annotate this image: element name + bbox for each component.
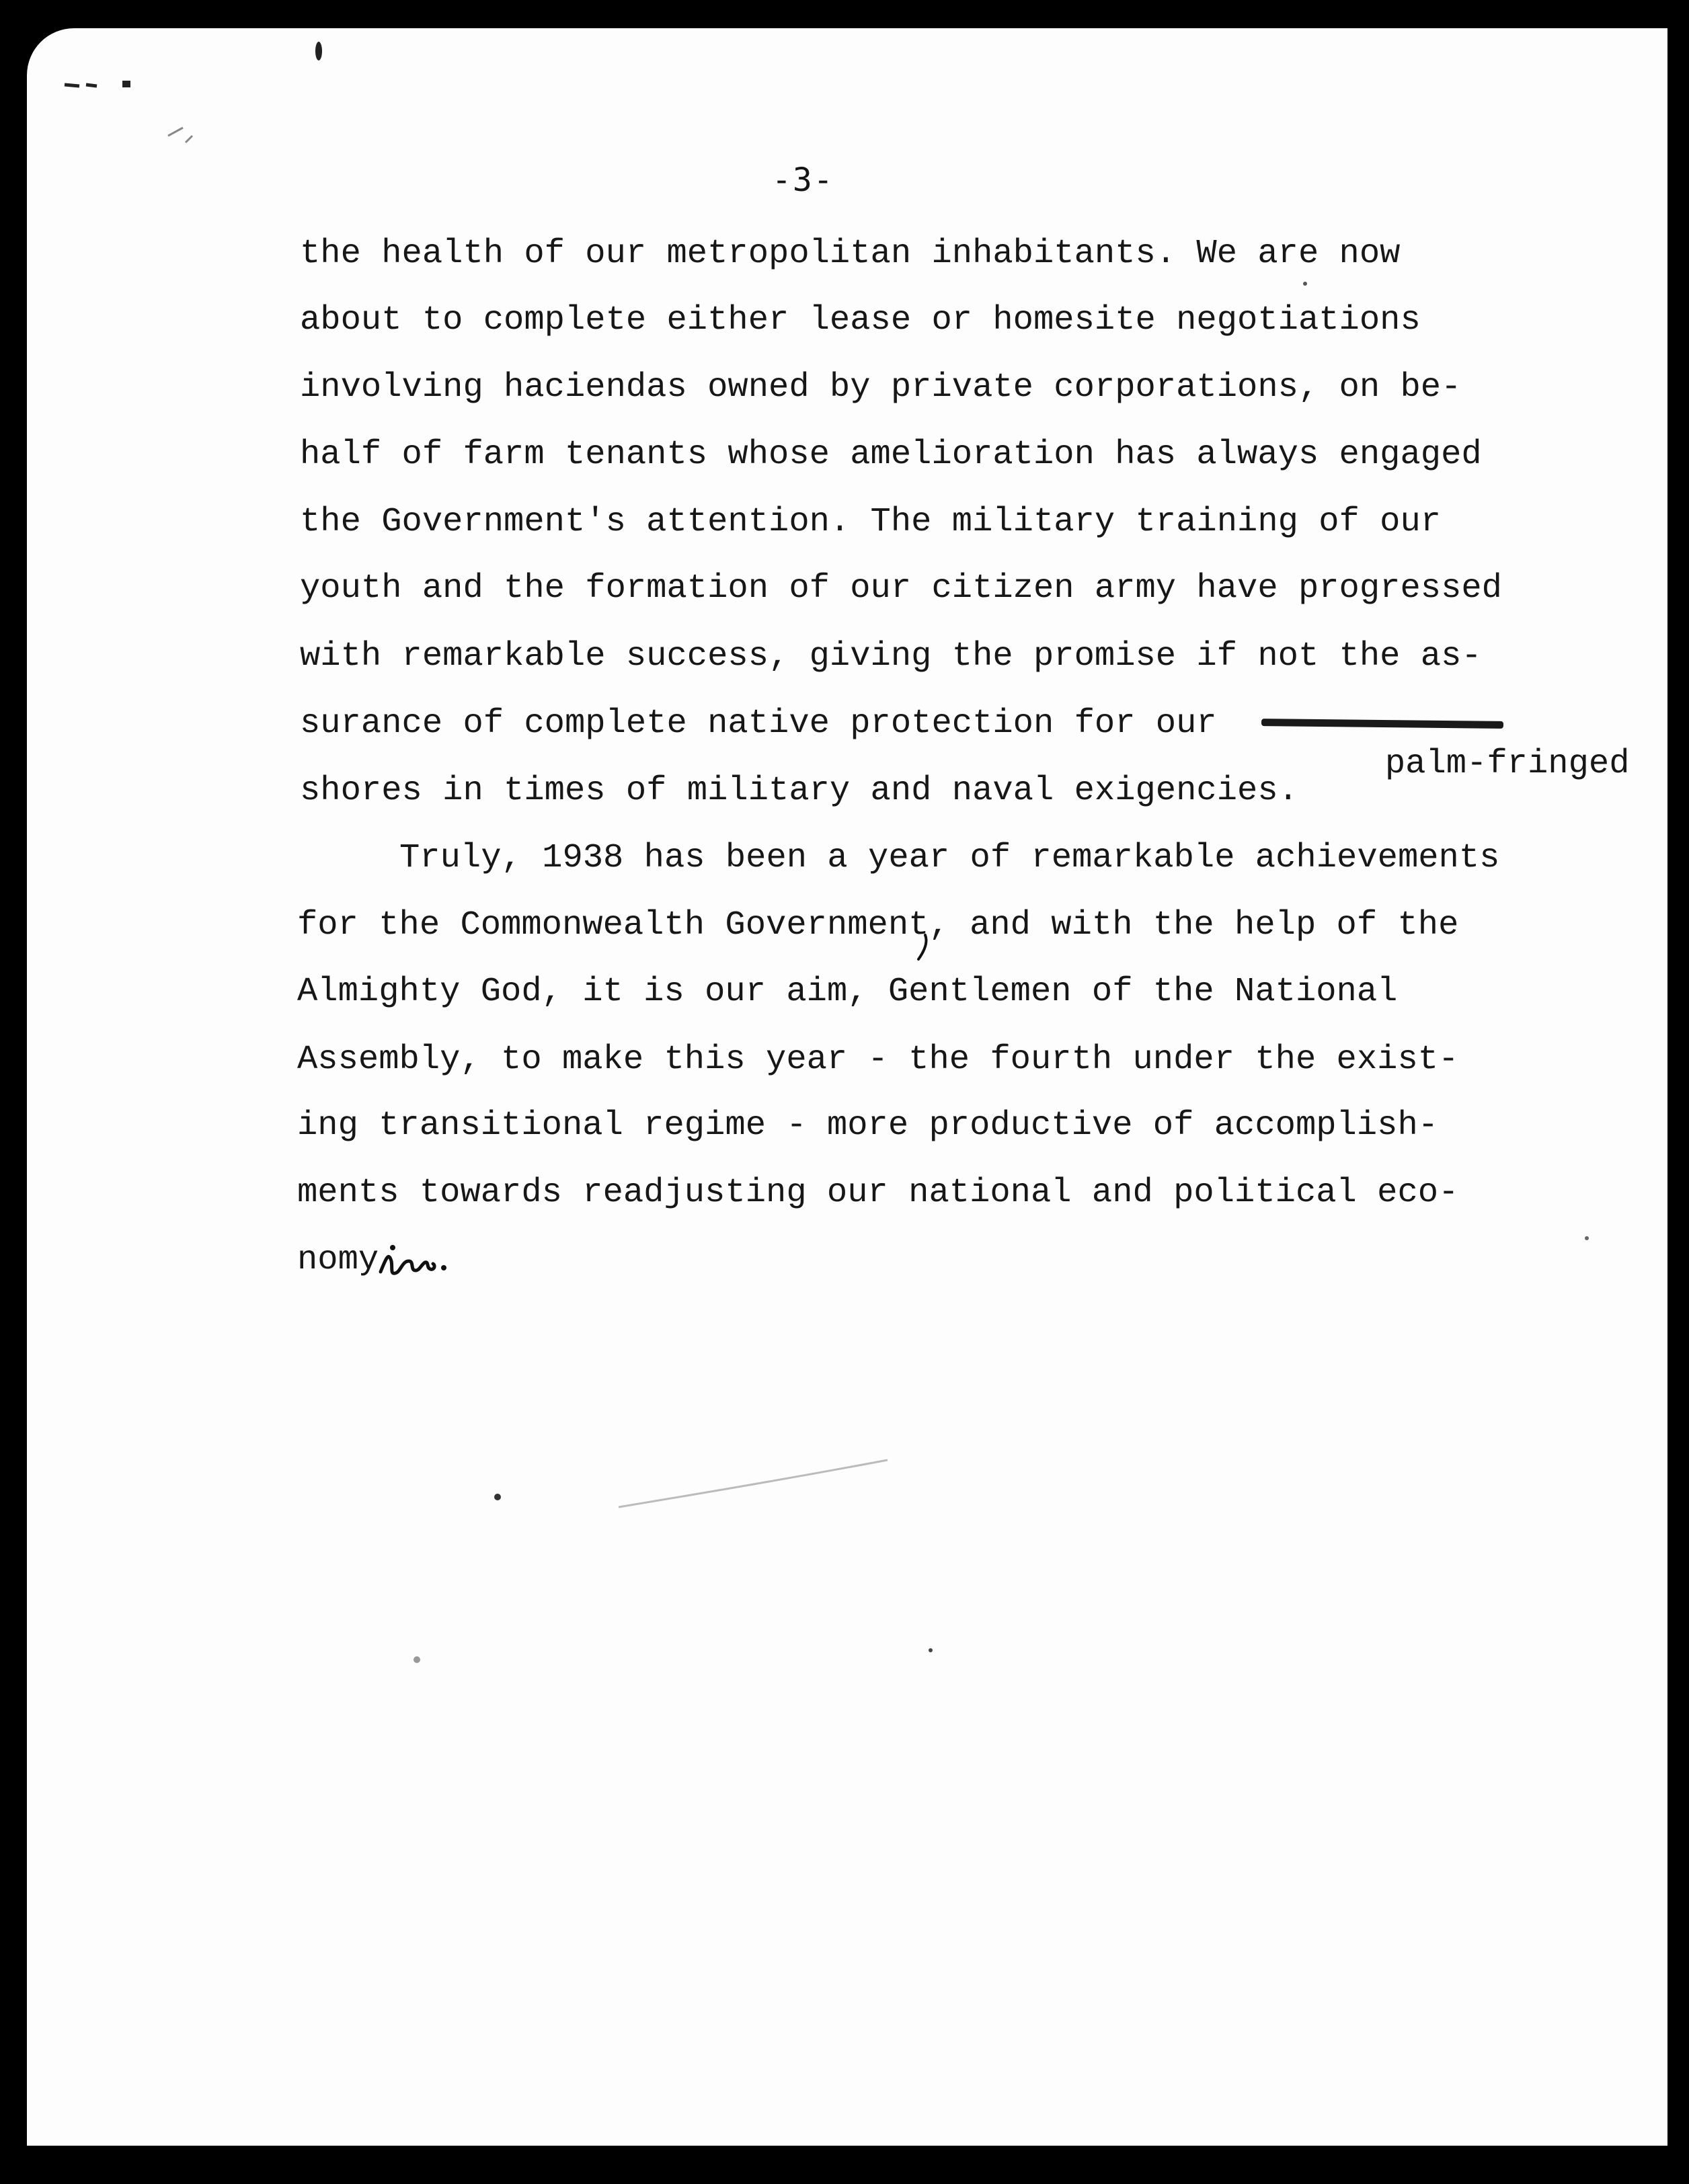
- scan-specks: [27, 28, 1667, 2146]
- text-line: the Government's attention. The military training of our: [300, 503, 1442, 541]
- text-line: Assembly, to make this year - the fourth under the exist-: [297, 1041, 1459, 1079]
- handwritten-correction: [377, 1238, 450, 1285]
- text-line: Truly, 1938 has been a year of remarkable achievements: [399, 839, 1500, 877]
- text-line: surance of complete native protection for our: [300, 704, 1217, 743]
- text-line: Almighty God, it is our aim, Gentlemen of the National: [297, 973, 1398, 1011]
- text-line: for the Commonwealth Government, and with the help of the: [297, 906, 1459, 944]
- handwritten-comma: [913, 932, 933, 963]
- text-line: half of farm tenants whose amelioration has always engaged: [300, 436, 1482, 474]
- page-number: -3-: [772, 161, 834, 199]
- text-line: ments towards readjusting our national and political eco-: [297, 1174, 1459, 1212]
- text-line: with remarkable success, giving the promise if not the as-: [300, 637, 1482, 676]
- text-line: youth and the formation of our citizen army have progressed: [300, 569, 1502, 608]
- text-line: ing transitional regime - more productive of accomplish-: [297, 1106, 1439, 1145]
- struck-text: palm-fringed: [1384, 745, 1630, 783]
- text-line: about to complete either lease or homesite negotiations: [300, 301, 1421, 339]
- strikethrough-mark: [1261, 719, 1503, 729]
- struck-out-phrase: [1263, 704, 1630, 783]
- text-line: the health of our metropolitan inhabitants. We are now: [300, 235, 1401, 273]
- paper-sheet: [27, 28, 1667, 2146]
- text-line: involving haciendas owned by private corporations, on be-: [300, 368, 1462, 407]
- text-line: shores in times of military and naval exigencies.: [300, 772, 1298, 810]
- text-line: nomy: [297, 1241, 379, 1279]
